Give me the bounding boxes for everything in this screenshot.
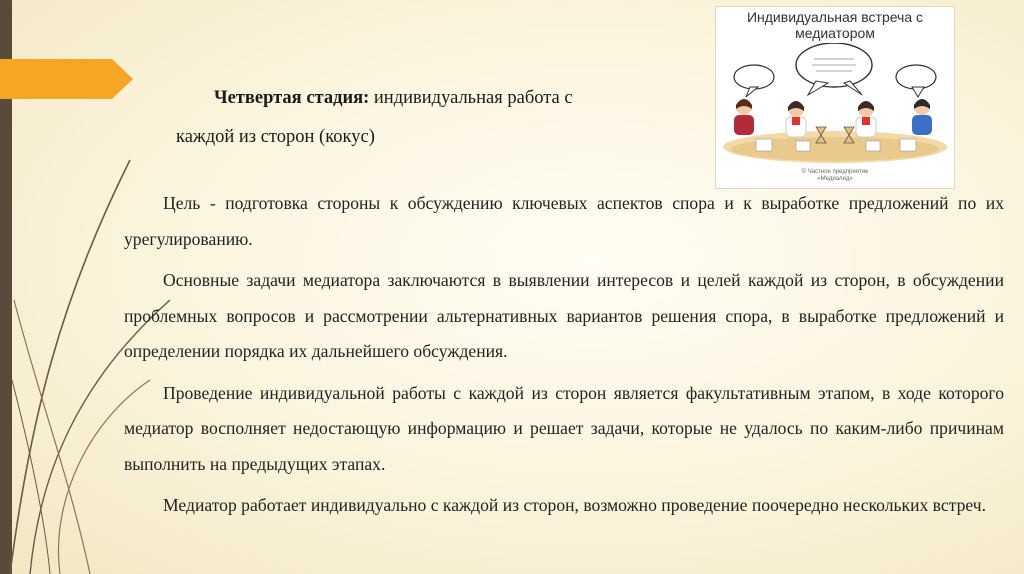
illustration-caption-line2: «Медиалид» <box>817 176 853 182</box>
title-rest: индивидуальная работа с <box>369 88 573 108</box>
orange-arrow-tag <box>0 59 133 99</box>
person-figure <box>912 99 932 135</box>
person-figure <box>786 101 806 137</box>
person-figure <box>856 101 876 137</box>
illustration-title-line2: медиатором <box>795 25 875 41</box>
illustration-caption-line1: © Частное предприятие <box>801 169 869 175</box>
slide-body <box>124 186 1004 530</box>
illustration-caption <box>716 169 954 183</box>
illustration-title <box>716 9 954 41</box>
paragraph: Цель - подготовка стороны к обсуждению ключевых аспектов спора и к выработке предложений по их урегулированию. <box>124 193 1004 249</box>
paragraph: Медиатор работает индивидуально с каждой из сторон, возможно проведение поочередно нескольких встреч. <box>163 495 987 515</box>
paragraph: Основные задачи медиатора заключаются в выявлении интересов и целей каждой из сторон, в обсуждении проблемных вопросов и рассмотрении альтернативных вариантов решения спора, в выработке предложений и определении порядка их дальнейшего обсуждения. <box>124 270 1004 361</box>
slide-title-line2: каждой из сторон (кокус) <box>176 127 375 147</box>
illustration-title-line1: Индивидуальная встреча с <box>746 9 924 25</box>
title-bold: Четвертая стадия: <box>214 88 370 108</box>
mediation-illustration <box>715 6 955 189</box>
paragraph: Проведение индивидуальной работы с каждой из сторон является факультативным этапом, в ходе которого медиатор восполняет недостающую информацию и решает задачи, которые не удалось по каким-либо причинам выполнить на предыдущих этапах. <box>124 382 1004 474</box>
slide-title <box>214 88 644 109</box>
meeting-scene-image <box>716 43 954 169</box>
person-figure <box>734 99 754 135</box>
